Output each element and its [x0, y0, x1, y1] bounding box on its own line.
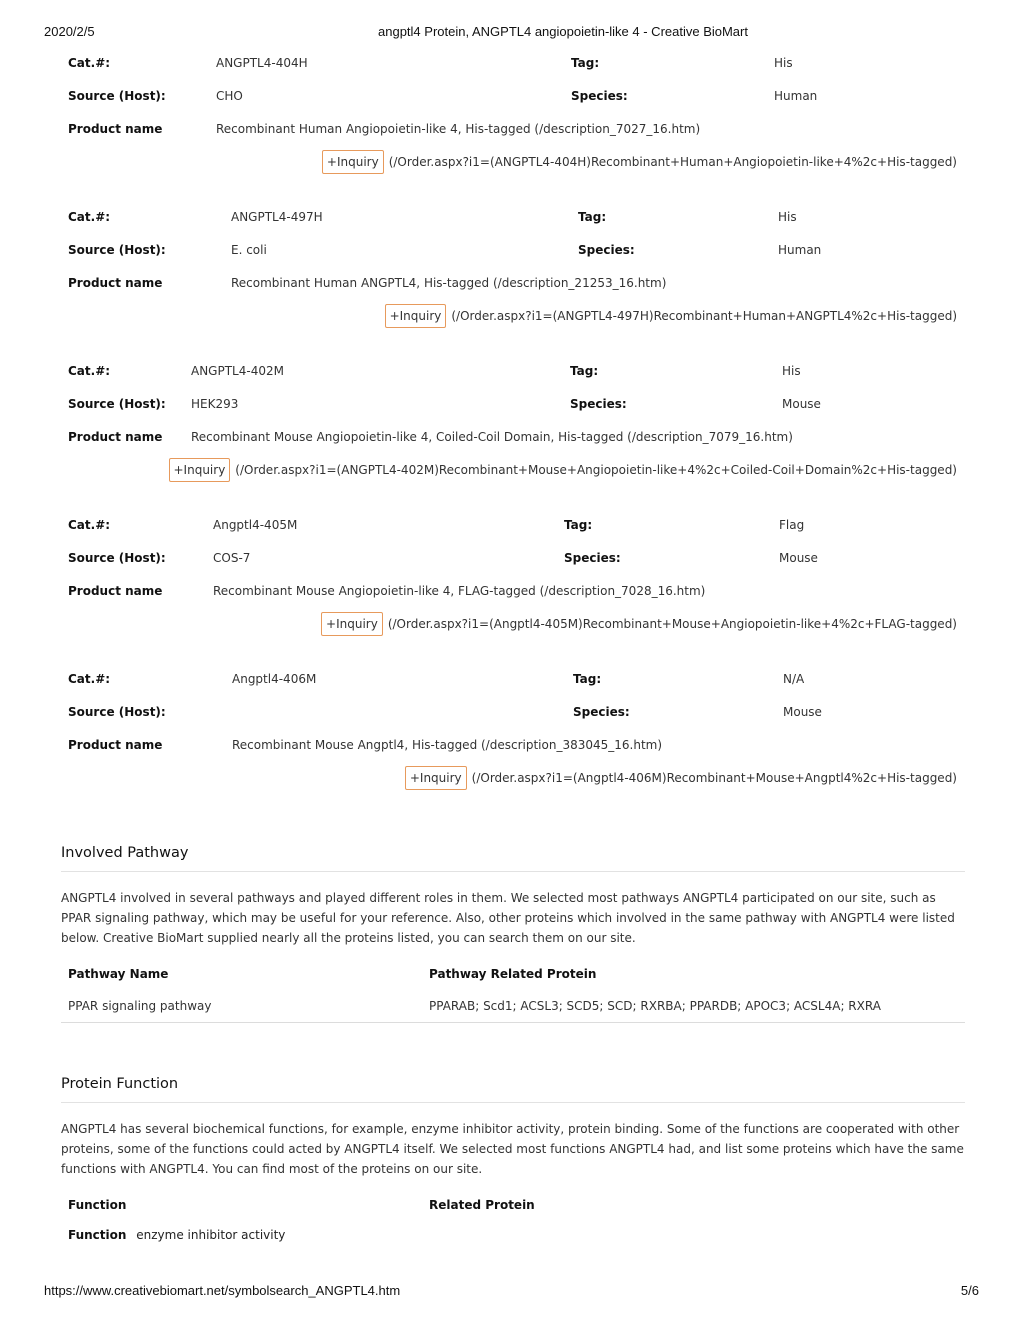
species-label: Species: — [570, 397, 627, 411]
tag-value: His — [774, 56, 793, 70]
function-description: ANGPTL4 has several biochemical functions, for example, enzyme inhibitor activity, protein binding. Some of the functions are cooperated with other proteins, some of the functions could acted by ANGPTL4 itself. We selected most functions ANGPTL4 had, and list some proteins which have the same functions with ANGPTL4. You can find most of the proteins on our site. — [61, 1122, 964, 1176]
cat-value: ANGPTL4-404H — [216, 56, 308, 70]
inquiry-button[interactable]: +Inquiry — [321, 612, 383, 636]
table-row — [61, 990, 965, 1023]
source-label: Source (Host): — [68, 243, 166, 257]
function-section-title: Protein Function — [61, 1076, 965, 1103]
tag-value: N/A — [783, 672, 805, 686]
species-label: Species: — [564, 551, 621, 565]
tag-label: Tag: — [564, 518, 593, 532]
tag-label: Tag: — [573, 672, 602, 686]
inquiry-button[interactable]: +Inquiry — [169, 458, 231, 482]
pathway-name-header: Pathway Name — [68, 967, 169, 981]
print-page-title: angptl4 Protein, ANGPTL4 angiopoietin-like 4 - Creative BioMart — [378, 24, 748, 39]
source-value: E. coli — [231, 243, 267, 257]
product-card — [61, 356, 965, 510]
function-header: Function — [68, 1198, 127, 1212]
pathway-description: ANGPTL4 involved in several pathways and played different roles in them. We selected most pathways ANGPTL4 participated on our site, such as PPAR signaling pathway, which may be useful for your reference. Also, other proteins which involved in the same pathway with ANGPTL4 were listed below. Creative BioMart supplied nearly all the proteins listed, you can search them on our site. — [61, 891, 955, 945]
source-label: Source (Host): — [68, 551, 166, 565]
print-date: 2020/2/5 — [44, 24, 95, 39]
species-value: Human — [778, 243, 822, 257]
product-card — [61, 664, 965, 818]
cat-label: Cat.#: — [68, 672, 111, 686]
cat-label: Cat.#: — [68, 518, 111, 532]
function-row — [61, 1221, 965, 1249]
product-name-link[interactable]: Recombinant Mouse Angiopoietin-like 4, FLAG-tagged (/description_7028_16.htm) — [213, 584, 706, 598]
source-value: COS-7 — [213, 551, 251, 565]
inquiry-url: (/Order.aspx?i1=(Angptl4-406M)Recombinant+Mouse+Angptl4%2c+His-tagged) — [471, 771, 957, 785]
pathway-section-title: Involved Pathway — [61, 845, 965, 872]
related-protein-header: Related Protein — [429, 1198, 535, 1212]
print-footer — [0, 1283, 1024, 1301]
pathway-section — [61, 845, 965, 1023]
product-name-link[interactable]: Recombinant Human ANGPTL4, His-tagged (/description_21253_16.htm) — [231, 276, 667, 290]
inquiry-url: (/Order.aspx?i1=(ANGPTL4-404H)Recombinant+Human+Angiopoietin-like+4%2c+His-tagged) — [388, 155, 957, 169]
inquiry-url: (/Order.aspx?i1=(Angptl4-405M)Recombinant+Mouse+Angiopoietin-like+4%2c+FLAG-tagged) — [387, 617, 957, 631]
pathway-table — [61, 958, 965, 1023]
inquiry-row — [322, 149, 957, 175]
cat-label: Cat.#: — [68, 56, 111, 70]
source-value: CHO — [216, 89, 243, 103]
pathway-name-cell: PPAR signaling pathway — [61, 990, 422, 1023]
species-value: Mouse — [779, 551, 818, 565]
species-label: Species: — [573, 705, 630, 719]
function-section — [61, 1076, 965, 1249]
tag-value: His — [778, 210, 797, 224]
pathway-protein-cell: PPARAB; Scd1; ACSL3; SCD5; SCD; RXRBA; PPARDB; APOC3; ACSL4A; RXRA — [422, 990, 965, 1023]
product-name-label: Product name — [68, 122, 163, 136]
inquiry-button[interactable]: +Inquiry — [322, 150, 384, 174]
product-name-link[interactable]: Recombinant Mouse Angptl4, His-tagged (/description_383045_16.htm) — [232, 738, 663, 752]
species-label: Species: — [578, 243, 635, 257]
function-table — [61, 1189, 965, 1221]
tag-value: Flag — [779, 518, 805, 532]
tag-label: Tag: — [570, 364, 599, 378]
inquiry-row — [321, 611, 957, 637]
product-name-label: Product name — [68, 276, 163, 290]
product-card — [61, 202, 965, 356]
cat-value: ANGPTL4-497H — [231, 210, 323, 224]
species-label: Species: — [571, 89, 628, 103]
inquiry-button[interactable]: +Inquiry — [405, 766, 467, 790]
function-row-label: Function — [68, 1228, 127, 1242]
inquiry-row — [385, 303, 957, 329]
function-table-header — [61, 1189, 965, 1221]
inquiry-url: (/Order.aspx?i1=(ANGPTL4-402M)Recombinant+Mouse+Angiopoietin-like+4%2c+Coiled-Coil+Domain%2c+His-tagged) — [235, 463, 957, 477]
species-value: Human — [774, 89, 818, 103]
species-value: Mouse — [782, 397, 821, 411]
page-number: 5/6 — [960, 1283, 979, 1298]
source-value: HEK293 — [191, 397, 239, 411]
inquiry-url: (/Order.aspx?i1=(ANGPTL4-497H)Recombinant+Human+ANGPTL4%2c+His-tagged) — [451, 309, 957, 323]
inquiry-button[interactable]: +Inquiry — [385, 304, 447, 328]
inquiry-row — [405, 765, 957, 791]
print-url: https://www.creativebiomart.net/symbolsearch_ANGPTL4.htm — [44, 1283, 401, 1298]
cat-label: Cat.#: — [68, 364, 111, 378]
pathway-protein-header: Pathway Related Protein — [429, 967, 597, 981]
product-name-label: Product name — [68, 738, 163, 752]
cat-value: Angptl4-405M — [213, 518, 298, 532]
print-header — [0, 24, 1024, 42]
product-name-link[interactable]: Recombinant Human Angiopoietin-like 4, His-tagged (/description_7027_16.htm) — [216, 122, 701, 136]
cat-value: ANGPTL4-402M — [191, 364, 284, 378]
source-label: Source (Host): — [68, 397, 166, 411]
cat-value: Angptl4-406M — [232, 672, 317, 686]
pathway-table-header — [61, 958, 965, 990]
product-name-label: Product name — [68, 584, 163, 598]
tag-value: His — [782, 364, 801, 378]
product-name-link[interactable]: Recombinant Mouse Angiopoietin-like 4, Coiled-Coil Domain, His-tagged (/description_7079_16.htm) — [191, 430, 793, 444]
product-name-label: Product name — [68, 430, 163, 444]
tag-label: Tag: — [571, 56, 600, 70]
species-value: Mouse — [783, 705, 822, 719]
inquiry-row — [169, 457, 958, 483]
function-row-value: enzyme inhibitor activity — [136, 1228, 286, 1242]
cat-label: Cat.#: — [68, 210, 111, 224]
source-label: Source (Host): — [68, 705, 166, 719]
product-card — [61, 510, 965, 664]
page-content — [61, 48, 965, 1249]
product-card — [61, 48, 965, 202]
tag-label: Tag: — [578, 210, 607, 224]
source-label: Source (Host): — [68, 89, 166, 103]
